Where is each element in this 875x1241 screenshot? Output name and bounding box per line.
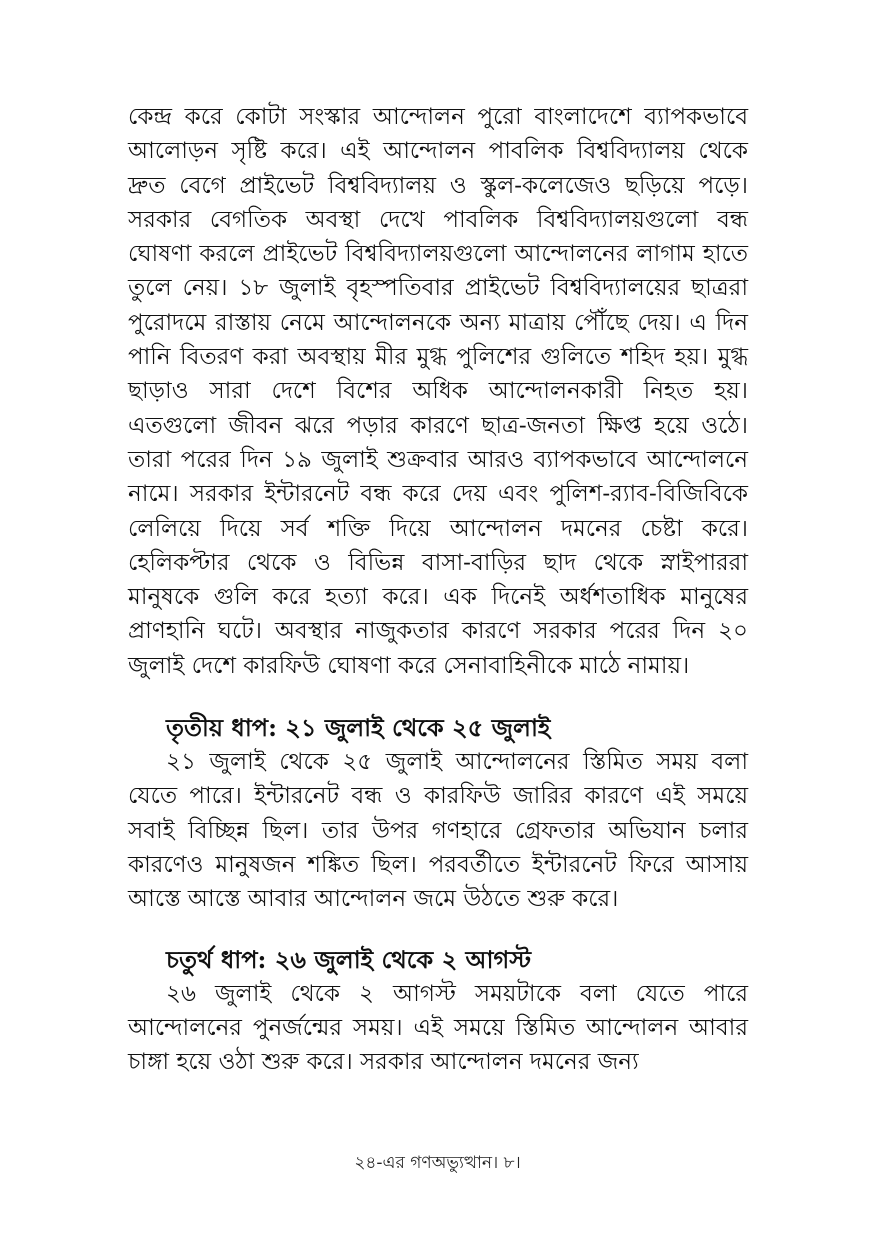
- page-content: [128, 100, 748, 1079]
- section-paragraph-fourth-phase: ২৬ জুলাই থেকে ২ আগস্ট সময়টাকে বলা যেতে পারে আন্দোলনের পুনর্জন্মের সময়। এই সময়ে স্তিমিত আন্দোলন আবার চাঙ্গা হয়ে ওঠা শুরু করে। সরকার আন্দোলন দমনের জন্য: [128, 980, 748, 1076]
- section-heading-fourth-phase: চতুর্থ ধাপ: ২৬ জুলাই থেকে ২ আগস্ট: [166, 944, 532, 974]
- body-paragraph: কেন্দ্র করে কোটা সংস্কার আন্দোলন পুরো বাংলাদেশে ব্যাপকভাবে আলোড়ন সৃষ্টি করে। এই আন্দোলন পাবলিক বিশ্ববিদ্যালয় থেকে দ্রুত বেগে প্রাইভেট বিশ্ববিদ্যালয় ও স্কুল-কলেজেও ছড়িয়ে পড়ে। সরকার বেগতিক অবস্থা দেখে পাবলিক বিশ্ববিদ্যালয়গুলো বন্ধ ঘোষণা করলে প্রাইভেট বিশ্ববিদ্যালয়গুলো আন্দোলনের লাগাম হাতে তুলে নেয়। ১৮ জুলাই বৃহস্পতিবার প্রাইভেট বিশ্ববিদ্যালয়ের ছাত্ররা পুরোদমে রাস্তায় নেমে আন্দোলনকে অন্য মাত্রায় পৌঁছে দেয়। এ দিন পানি বিতরণ করা অবস্থায় মীর মুগ্ধ পুলিশের গুলিতে শহিদ হয়। মুগ্ধ ছাড়াও সারা দেশে বিশের অধিক আন্দোলনকারী নিহত হয়। এতগুলো জীবন ঝরে পড়ার কারণে ছাত্র-জনতা ক্ষিপ্ত হয়ে ওঠে। তারা পরের দিন ১৯ জুলাই শুক্রবার আরও ব্যাপকভাবে আন্দোলনে নামে। সরকার ইন্টারনেট বন্ধ করে দেয় এবং পুলিশ-র‍্যাব-বিজিবিকে লেলিয়ে দিয়ে সর্ব শক্তি দিয়ে আন্দোলন দমনের চেষ্টা করে। হেলিকপ্টার থেকে ও বিভিন্ন বাসা-বাড়ির ছাদ থেকে স্নাইপাররা মানুষকে গুলি করে হত্যা করে। এক দিনেই অর্ধশতাধিক মানুষের প্রাণহানি ঘটে। অবস্থার নাজুকতার কারণে সরকার পরের দিন ২০ জুলাই দেশে কারফিউ ঘোষণা করে সেনাবাহিনীকে মাঠে নামায়।: [128, 104, 748, 679]
- section-heading-third-phase: তৃতীয় ধাপ: ২১ জুলাই থেকে ২৫ জুলাই: [166, 713, 551, 743]
- page-footer: ২৪-এর গণঅভ্যুত্থান। ৮।: [354, 1153, 521, 1173]
- section-paragraph-third-phase: ২১ জুলাই থেকে ২৫ জুলাই আন্দোলনের স্তিমিত সময় বলা যেতে পারে। ইন্টারনেট বন্ধ ও কারফিউ জারির কারণে এই সময়ে সবাই বিচ্ছিন্ন ছিল। তার উপর গণহারে গ্রেফতার অভিযান চলার কারণেও মানুষজন শঙ্কিত ছিল। পরবর্তীতে ইন্টারনেট ফিরে আসায় আস্তে আস্তে আবার আন্দোলন জমে উঠতে শুরু করে।: [128, 749, 748, 913]
